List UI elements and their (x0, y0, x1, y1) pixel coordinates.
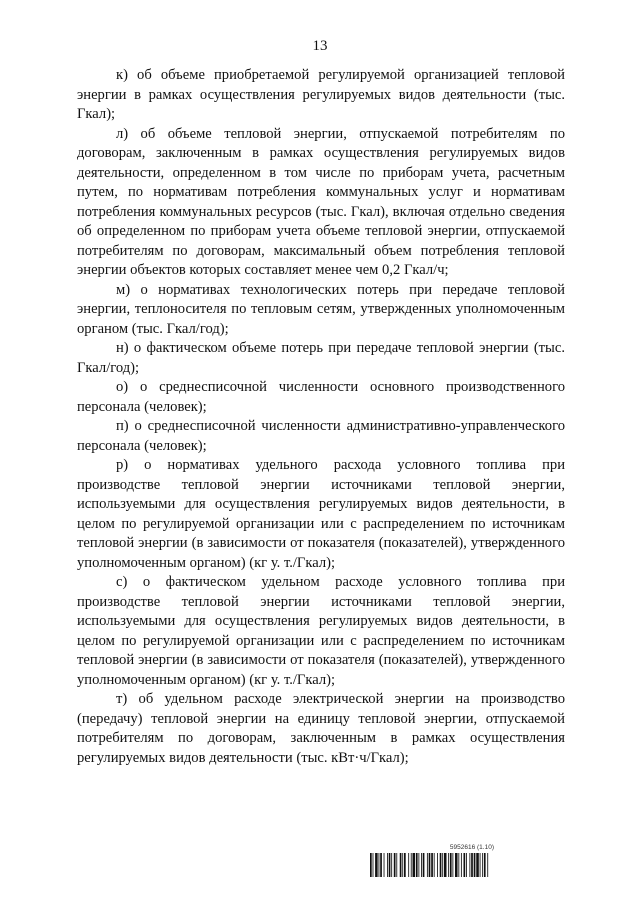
barcode-bar (444, 853, 447, 877)
barcode-bar (413, 853, 416, 877)
paragraph-o: о) о среднесписочной численности основного производственного персонала (человек); (77, 379, 565, 415)
paragraph-l: л) об объеме тепловой энергии, отпускаемой потребителям по договорам, заключенным в рамках осуществления регулируемых видов деятельности, определенном в том числе по приборам учета, расчетным путем, по нормативам потребления коммунальных услуг и нормативам потребления коммунальных ресурсов (тыс. Гкал), включая отдельно сведения об определенном по приборам учета объеме тепловой энергии, отпускаемой потребителям по договорам, максимальный объем потребления тепловой энергии объектов которых составляет менее чем 0,2 Гкал/ч; (77, 125, 565, 278)
barcode-bar (416, 853, 418, 877)
barcode-bar (380, 853, 382, 877)
document-barcode (370, 844, 580, 880)
barcode-bar (389, 853, 391, 877)
barcode-bar (469, 853, 470, 877)
barcode-image (370, 853, 580, 877)
barcode-bar (384, 853, 385, 877)
barcode-bar (437, 853, 438, 877)
barcode-bar (442, 853, 443, 877)
barcode-bar (452, 853, 453, 877)
barcode-bar (466, 853, 467, 877)
barcode-bar (370, 853, 372, 877)
barcode-bar (396, 853, 397, 877)
barcode-bar (421, 853, 422, 877)
barcode-bar (427, 853, 428, 877)
barcode-caption: 5952616 (1.10) (449, 844, 494, 851)
paragraph-n: н) о фактическом объеме потерь при передаче тепловой энергии (тыс. Гкал/год); (77, 340, 565, 376)
paragraph-k: к) об объеме приобретаемой регулируемой организацией тепловой энергии в рамках осуществления регулируемых видов деятельности (тыс. Гкал); (77, 67, 565, 122)
paragraph-r: р) о нормативах удельного расхода условного топлива при производстве тепловой энергии источниками тепловой энергии, используемыми для осуществления регулируемых видов деятельности, в целом по регулируемой организации или с распределением по источникам тепловой энергии (в зависимости от показателя (показателей), утвержденного уполномоченным органом) (кг у. т./Гкал); (77, 457, 565, 571)
barcode-bar (429, 853, 431, 877)
barcode-bar (434, 853, 435, 877)
barcode-bar (423, 853, 425, 877)
document-body (77, 66, 565, 768)
barcode-bar (461, 853, 462, 877)
barcode-bar (440, 853, 442, 877)
barcode-bar (455, 853, 458, 877)
barcode-bar (476, 853, 479, 877)
barcode-bar (411, 853, 412, 877)
paragraph-p: п) о среднесписочной численности административно-управленческого персонала (человек); (77, 418, 565, 454)
barcode-bar (400, 853, 402, 877)
barcode-bar (482, 853, 483, 877)
barcode-bar (418, 853, 419, 877)
paragraph-t: т) об удельном расходе электрической энергии на производство (передачу) тепловой энергии на единицу тепловой энергии, отпускаемой потребителям по договорам, заключенным в рамках осуществления регулируемых видов деятельности (тыс. кВт·ч/Гкал); (77, 691, 565, 766)
barcode-bar (480, 853, 481, 877)
barcode-bar (408, 853, 409, 877)
barcode-bar (474, 853, 476, 877)
barcode-bar (450, 853, 452, 877)
barcode-bar (448, 853, 449, 877)
paragraph-s: с) о фактическом удельном расходе условного топлива при производстве тепловой энергии источниками тепловой энергии, используемыми для осуществления регулируемых видов деятельности, в целом по регулируемой организации или с распределением по источникам тепловой энергии (в зависимости от показателя (показателей), утвержденного уполномоченным органом) (кг у. т./Гкал); (77, 574, 565, 688)
barcode-bar (471, 853, 473, 877)
barcode-bar (458, 853, 459, 877)
barcode-bar (487, 853, 488, 877)
barcode-bar (373, 853, 374, 877)
paragraph-m: м) о нормативах технологических потерь при передаче тепловой энергии, теплоносителя по тепловым сетям, утвержденных уполномоченным органом (тыс. Гкал/год); (77, 281, 565, 337)
barcode-bar (484, 853, 486, 877)
barcode-bar (379, 853, 380, 877)
barcode-bar (402, 853, 403, 877)
page-number: 13 (312, 38, 328, 54)
barcode-bar (394, 853, 396, 877)
barcode-bar (404, 853, 406, 877)
barcode-bar (391, 853, 392, 877)
barcode-bar (464, 853, 466, 877)
barcode-bar (387, 853, 388, 877)
barcode-bar (375, 853, 378, 877)
barcode-bar (431, 853, 433, 877)
